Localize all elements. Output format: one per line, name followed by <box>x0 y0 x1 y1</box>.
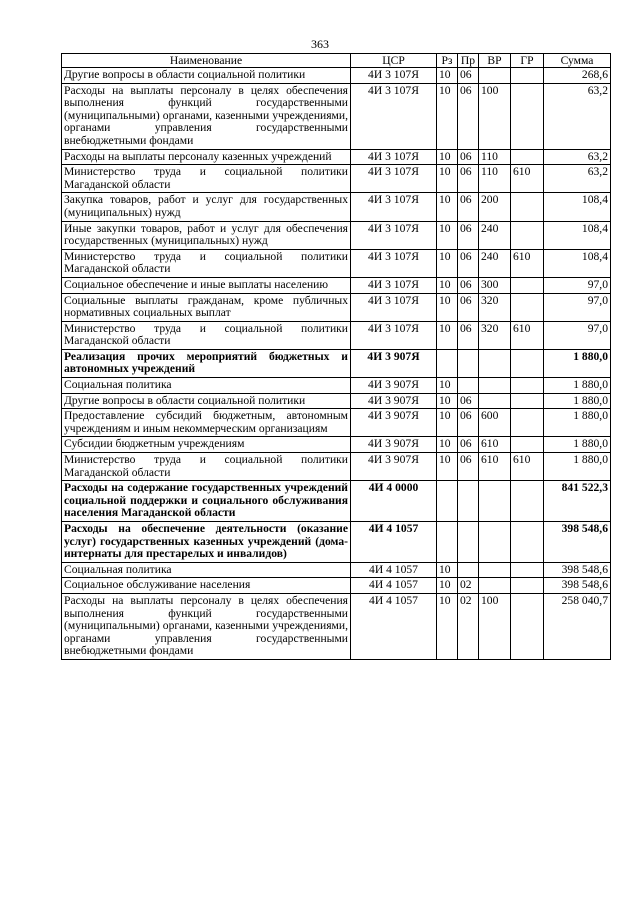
cell-pr: 06 <box>458 437 479 453</box>
cell-pr: 06 <box>458 293 479 321</box>
column-header-gr: ГР <box>511 54 544 68</box>
cell-gr <box>511 277 544 293</box>
cell-gr <box>511 593 544 659</box>
cell-csr: 4И 4 1057 <box>351 593 437 659</box>
cell-rz: 10 <box>437 562 458 578</box>
cell-pr: 06 <box>458 165 479 193</box>
cell-csr: 4И 3 107Я <box>351 165 437 193</box>
cell-csr: 4И 3 107Я <box>351 68 437 84</box>
cell-gr <box>511 409 544 437</box>
cell-name: Социальное обеспечение и иные выплаты населению <box>62 277 351 293</box>
cell-gr <box>511 293 544 321</box>
cell-pr: 06 <box>458 83 479 149</box>
cell-vr <box>479 68 511 84</box>
cell-gr <box>511 193 544 221</box>
cell-gr <box>511 562 544 578</box>
cell-gr <box>511 83 544 149</box>
cell-name: Министерство труда и социальной политики Магаданской области <box>62 165 351 193</box>
table-row <box>62 593 611 659</box>
table-row <box>62 221 611 249</box>
cell-csr: 4И 3 907Я <box>351 349 437 377</box>
cell-name: Расходы на выплаты персоналу казенных учреждений <box>62 149 351 165</box>
cell-gr: 610 <box>511 453 544 481</box>
cell-pr: 06 <box>458 193 479 221</box>
cell-name: Социальная политика <box>62 378 351 394</box>
cell-rz: 10 <box>437 393 458 409</box>
cell-csr: 4И 4 1057 <box>351 562 437 578</box>
cell-gr <box>511 481 544 522</box>
cell-rz: 10 <box>437 293 458 321</box>
cell-name: Субсидии бюджетным учреждениям <box>62 437 351 453</box>
cell-csr: 4И 4 1057 <box>351 578 437 594</box>
cell-csr: 4И 4 0000 <box>351 481 437 522</box>
cell-gr: 610 <box>511 321 544 349</box>
table-row <box>62 393 611 409</box>
cell-sum: 108,4 <box>544 193 611 221</box>
cell-name: Министерство труда и социальной политики Магаданской области <box>62 453 351 481</box>
table-row <box>62 83 611 149</box>
cell-name: Расходы на содержание государственных учреждений социальной поддержки и социального обслуживания населения Магаданской области <box>62 481 351 522</box>
cell-name: Министерство труда и социальной политики Магаданской области <box>62 249 351 277</box>
cell-vr: 320 <box>479 321 511 349</box>
cell-rz: 10 <box>437 193 458 221</box>
table-body <box>62 68 611 660</box>
table-header <box>62 54 611 68</box>
cell-vr: 110 <box>479 165 511 193</box>
table-row <box>62 277 611 293</box>
cell-vr <box>479 522 511 563</box>
cell-pr <box>458 522 479 563</box>
table-row <box>62 293 611 321</box>
table-row <box>62 165 611 193</box>
cell-rz: 10 <box>437 221 458 249</box>
cell-pr: 02 <box>458 578 479 594</box>
cell-name: Социальное обслуживание населения <box>62 578 351 594</box>
cell-rz <box>437 349 458 377</box>
cell-pr: 06 <box>458 249 479 277</box>
cell-gr <box>511 393 544 409</box>
cell-pr: 06 <box>458 149 479 165</box>
cell-pr: 06 <box>458 277 479 293</box>
cell-csr: 4И 3 107Я <box>351 249 437 277</box>
cell-rz: 10 <box>437 437 458 453</box>
column-header-csr: ЦСР <box>351 54 437 68</box>
cell-vr: 110 <box>479 149 511 165</box>
cell-name: Другие вопросы в области социальной политики <box>62 68 351 84</box>
cell-gr <box>511 378 544 394</box>
cell-csr: 4И 3 107Я <box>351 321 437 349</box>
cell-gr <box>511 149 544 165</box>
table-row <box>62 378 611 394</box>
cell-vr: 600 <box>479 409 511 437</box>
table-row <box>62 249 611 277</box>
cell-name: Министерство труда и социальной политики Магаданской области <box>62 321 351 349</box>
cell-rz: 10 <box>437 165 458 193</box>
page-number: 363 <box>311 37 329 51</box>
table-row <box>62 149 611 165</box>
cell-vr <box>479 578 511 594</box>
cell-rz: 10 <box>437 453 458 481</box>
cell-csr: 4И 3 107Я <box>351 83 437 149</box>
cell-name: Закупка товаров, работ и услуг для государственных (муниципальных) нужд <box>62 193 351 221</box>
table-row <box>62 453 611 481</box>
cell-name: Социальные выплаты гражданам, кроме публичных нормативных социальных выплат <box>62 293 351 321</box>
budget-table <box>61 53 611 660</box>
cell-csr: 4И 3 907Я <box>351 453 437 481</box>
cell-sum: 97,0 <box>544 277 611 293</box>
cell-csr: 4И 3 107Я <box>351 149 437 165</box>
table-row <box>62 437 611 453</box>
cell-csr: 4И 3 907Я <box>351 378 437 394</box>
cell-rz: 10 <box>437 593 458 659</box>
cell-gr <box>511 68 544 84</box>
cell-vr: 200 <box>479 193 511 221</box>
cell-vr <box>479 378 511 394</box>
cell-rz <box>437 481 458 522</box>
cell-rz: 10 <box>437 249 458 277</box>
table-row <box>62 349 611 377</box>
cell-vr: 100 <box>479 83 511 149</box>
cell-gr <box>511 578 544 594</box>
cell-gr <box>511 221 544 249</box>
cell-name: Реализация прочих мероприятий бюджетных и автономных учреждений <box>62 349 351 377</box>
cell-rz: 10 <box>437 378 458 394</box>
table-row <box>62 578 611 594</box>
table-row <box>62 522 611 563</box>
cell-name: Расходы на обеспечение деятельности (оказание услуг) государственных казенных учреждений (дома-интернаты для престарелых и инвалидов) <box>62 522 351 563</box>
cell-rz: 10 <box>437 409 458 437</box>
table-row <box>62 481 611 522</box>
cell-sum: 1 880,0 <box>544 409 611 437</box>
cell-csr: 4И 3 107Я <box>351 293 437 321</box>
cell-vr <box>479 393 511 409</box>
cell-csr: 4И 3 907Я <box>351 409 437 437</box>
cell-sum: 97,0 <box>544 293 611 321</box>
cell-name: Расходы на выплаты персоналу в целях обеспечения выполнения функций государственными (муниципальными) органами, казенными учреждениями, органами управления государственными внебюджетными фондами <box>62 593 351 659</box>
cell-rz: 10 <box>437 277 458 293</box>
table-row <box>62 409 611 437</box>
cell-sum: 63,2 <box>544 149 611 165</box>
cell-sum: 1 880,0 <box>544 393 611 409</box>
cell-sum: 1 880,0 <box>544 437 611 453</box>
cell-gr: 610 <box>511 165 544 193</box>
column-header-rz: Рз <box>437 54 458 68</box>
table-row <box>62 193 611 221</box>
cell-pr: 06 <box>458 221 479 249</box>
cell-pr <box>458 378 479 394</box>
cell-name: Социальная политика <box>62 562 351 578</box>
cell-pr: 06 <box>458 409 479 437</box>
cell-name: Иные закупки товаров, работ и услуг для обеспечения государственных (муниципальных) нужд <box>62 221 351 249</box>
cell-name: Предоставление субсидий бюджетным, автономным учреждениям и иным некоммерческим организациям <box>62 409 351 437</box>
cell-sum: 63,2 <box>544 83 611 149</box>
cell-pr <box>458 481 479 522</box>
cell-name: Расходы на выплаты персоналу в целях обеспечения выполнения функций государственными (муниципальными) органами, казенными учреждениями, органами управления государственными внебюджетными фондами <box>62 83 351 149</box>
cell-sum: 841 522,3 <box>544 481 611 522</box>
cell-sum: 108,4 <box>544 221 611 249</box>
cell-vr <box>479 349 511 377</box>
cell-csr: 4И 3 107Я <box>351 221 437 249</box>
cell-rz: 10 <box>437 83 458 149</box>
table-row <box>62 562 611 578</box>
column-header-pr: Пр <box>458 54 479 68</box>
cell-sum: 108,4 <box>544 249 611 277</box>
cell-sum: 63,2 <box>544 165 611 193</box>
cell-vr: 610 <box>479 437 511 453</box>
cell-pr: 06 <box>458 321 479 349</box>
cell-pr <box>458 562 479 578</box>
cell-gr <box>511 349 544 377</box>
cell-sum: 1 880,0 <box>544 349 611 377</box>
cell-pr: 06 <box>458 68 479 84</box>
cell-sum: 1 880,0 <box>544 378 611 394</box>
cell-vr: 320 <box>479 293 511 321</box>
cell-csr: 4И 3 107Я <box>351 277 437 293</box>
table-row <box>62 68 611 84</box>
header-row <box>62 54 611 68</box>
cell-csr: 4И 3 107Я <box>351 193 437 221</box>
cell-gr <box>511 522 544 563</box>
cell-rz <box>437 522 458 563</box>
cell-pr: 06 <box>458 393 479 409</box>
cell-vr: 610 <box>479 453 511 481</box>
cell-vr: 100 <box>479 593 511 659</box>
cell-rz: 10 <box>437 68 458 84</box>
cell-sum: 97,0 <box>544 321 611 349</box>
column-header-vr: ВР <box>479 54 511 68</box>
cell-csr: 4И 4 1057 <box>351 522 437 563</box>
cell-sum: 398 548,6 <box>544 562 611 578</box>
cell-pr <box>458 349 479 377</box>
column-header-sum: Сумма <box>544 54 611 68</box>
cell-pr: 02 <box>458 593 479 659</box>
cell-pr: 06 <box>458 453 479 481</box>
cell-gr <box>511 437 544 453</box>
cell-rz: 10 <box>437 578 458 594</box>
cell-rz: 10 <box>437 149 458 165</box>
cell-vr: 300 <box>479 277 511 293</box>
cell-sum: 398 548,6 <box>544 578 611 594</box>
cell-vr: 240 <box>479 249 511 277</box>
cell-name: Другие вопросы в области социальной политики <box>62 393 351 409</box>
cell-vr <box>479 562 511 578</box>
cell-sum: 1 880,0 <box>544 453 611 481</box>
cell-rz: 10 <box>437 321 458 349</box>
cell-vr <box>479 481 511 522</box>
cell-sum: 268,6 <box>544 68 611 84</box>
column-header-name: Наименование <box>62 54 351 68</box>
cell-vr: 240 <box>479 221 511 249</box>
cell-sum: 258 040,7 <box>544 593 611 659</box>
cell-csr: 4И 3 907Я <box>351 393 437 409</box>
cell-sum: 398 548,6 <box>544 522 611 563</box>
cell-gr: 610 <box>511 249 544 277</box>
cell-csr: 4И 3 907Я <box>351 437 437 453</box>
table-row <box>62 321 611 349</box>
